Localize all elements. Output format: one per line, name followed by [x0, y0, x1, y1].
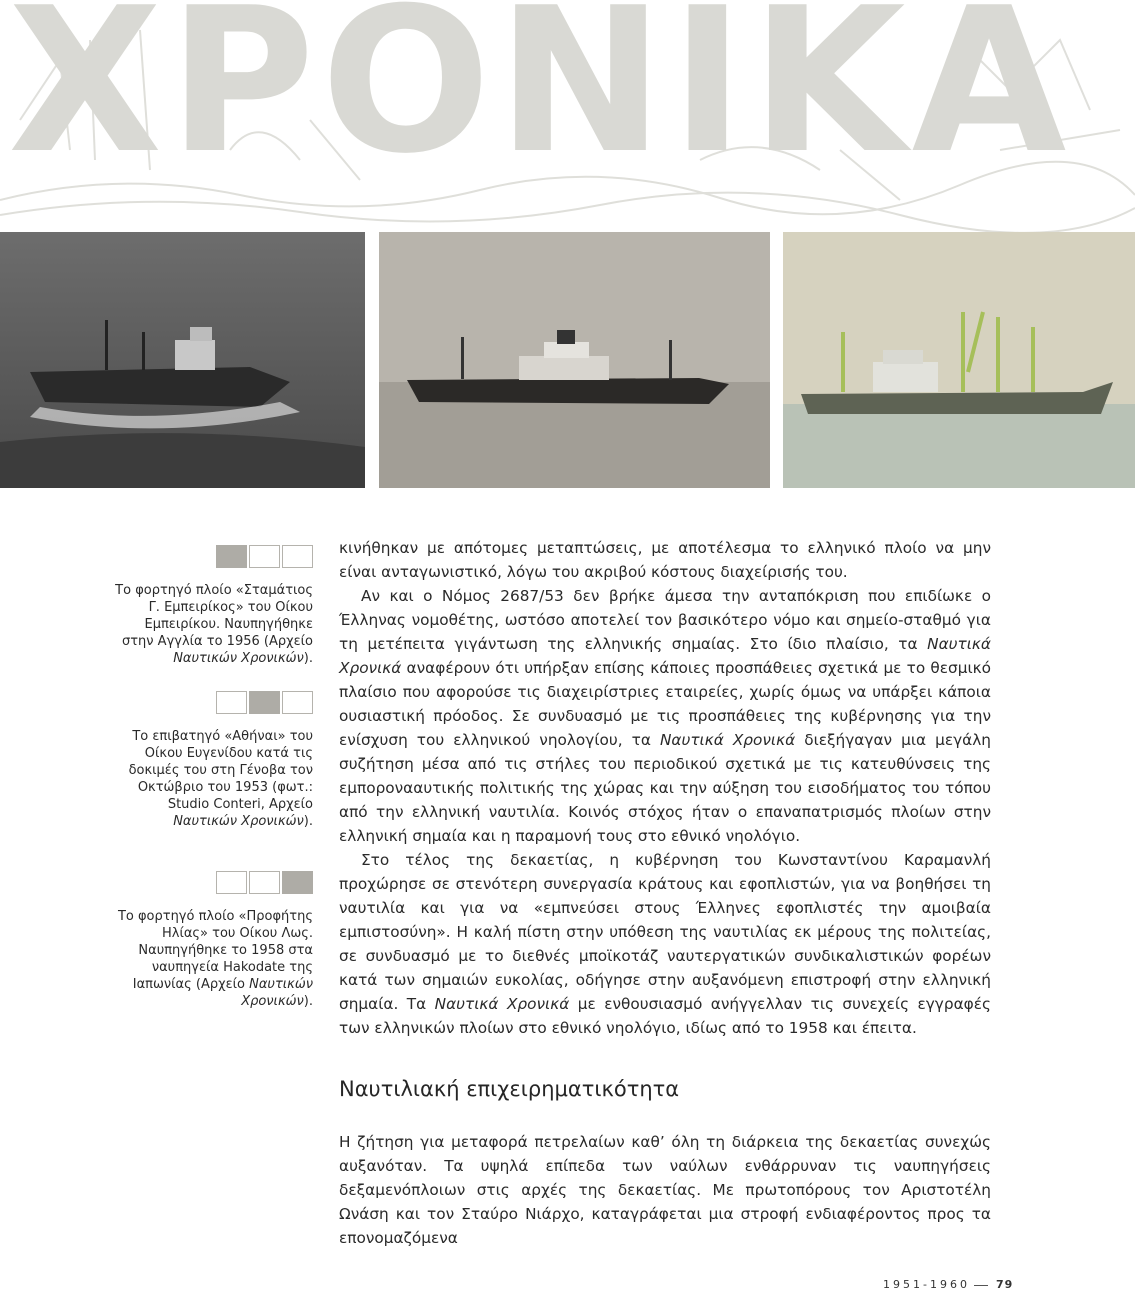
dash-separator: [974, 1285, 988, 1286]
photo-position-key: [113, 691, 313, 714]
caption-3: Το φορτηγό πλοίο «Προφήτης Ηλίας» του Οίκου Λως. Ναυπηγήθηκε το 1958 στα ναυπηγεία Hakodate της Ιαπωνίας (Αρχείο Ναυτικών Χρονικών).: [113, 871, 313, 1010]
page-footer: [883, 1278, 1013, 1291]
caption-1: Το φορτηγό πλοίο «Σταμάτιος Γ. Εμπειρίκος» του Οίκου Εμπειρίκου. Ναυπηγήθηκε στην Αγγλία το 1956 (Αρχείο Ναυτικών Χρονικών).: [113, 545, 313, 667]
photo-ship-profitis-ilias: [783, 232, 1135, 488]
page-number: 79: [995, 1278, 1014, 1291]
period-label: 1951-1960: [883, 1278, 970, 1291]
section-paragraph: Η ζήτηση για μεταφορά πετρελαίων καθ’ όλη τη διάρκεια της δεκαετίας συνεχώς αυξανόταν. Τα υψηλά επίπεδα των ναύλων ενθάρρυναν τις ναυπηγήσεις δεξαμενόπλοιων στις αρχές της δεκαετίας. Με πρωτοπόρους τον Αριστοτέλη Ωνάση και τον Σταύρο Νιάρχο, καταγράφεται μια στροφή ενδιαφέροντος προς τα επονομαζόμενα: [339, 1133, 991, 1247]
paragraph: Αν και ο Νόμος 2687/53 δεν βρήκε άμεσα την ανταπόκριση που επιδίωκε ο Έλληνας νομοθέτης, ωστόσο αποτελεί τον βασικότερο νόμο και σημείο-σταθμό για τη μετέπειτα γιγάντωση της ελληνικής σημαίας. Στο ίδιο πλαίσιο, τα Ναυτικά Χρονικά αναφέρουν ότι υπήρξαν επίσης κάποιες προσπάθειες σχετικά με το θεσμικό πλαίσιο που αφορούσε τις διαχειρίστριες εταιρείες, χωρίς όμως να υπάρξει κάποια ουσιαστική πρόοδος. Σε συνδυασμό με τις προσπάθειες της κυβέρνησης για την ενίσχυση του ελληνικού νηολογίου, τα Ναυτικά Χρονικά διεξήγαγαν μια μεγάλη συζήτηση μέσα από τις στήλες του περιοδικού σχετικά με τις κατευθύνσεις της εμπορονααυτικής πολιτικής της χώρας και την αύξηση του εισοδήματος του τόπου από την ελληνική ναυτιλία. Κοινός στόχος ήταν ο επαναπατρισμός πλοίων στην ελληνική σημαία και η παραμονή τους στο εθνικό νηολόγιο.: [339, 587, 992, 845]
ship-illustration: [0, 232, 365, 488]
photo-ship-athinai: [379, 232, 770, 488]
ship-illustration: [783, 232, 1135, 488]
body-text: [339, 536, 991, 1040]
photo-position-key: [113, 871, 313, 894]
ship-illustration: [379, 232, 770, 488]
section-title: Ναυτιλιακή επιχειρηματικότητα: [339, 1077, 680, 1101]
photo-position-key: [113, 545, 313, 568]
caption-2: Το επιβατηγό «Αθήναι» του Οίκου Ευγενίδου κατά τις δοκιμές του στη Γένοβα τον Οκτώβριο του 1953 (φωτ.: Studio Conteri, Αρχείο Ναυτικών Χρονικών).: [113, 691, 313, 830]
paragraph: Στο τέλος της δεκαετίας, η κυβέρνηση του Κωνσταντίνου Καραμανλή προχώρησε σε στενότερη συνεργασία κράτους και εφοπλιστών, για να βοηθήσει τη ναυτιλία και για να «εμπνεύσει στους Έλληνες εφοπλιστές την αμοιβαία εμπιστοσύνη». Η καλή πίστη στην υπόθεση της ναυτιλίας εκ μέρους της πολιτείας, σε συνδυασμό με το διεθνές μποϊκοτάζ ναυτεργατικών συνδικαλιστικών φορέων κατά των σημαιών ευκολίας, οδήγησε στην αυξανόμενη επιστροφή στην ελληνική σημαία. Τα Ναυτικά Χρονικά με ενθουσιασμό ανήγγελλαν τις συνεχείς εγγραφές των ελληνικών πλοίων στο εθνικό νηολόγιο, ιδίως από το 1958 και έπειτα.: [339, 851, 991, 1037]
masthead-title: ΧΡΟΝΙΚΑ: [8, 0, 1073, 198]
photo-ship-stamatios: [0, 232, 365, 488]
masthead: [0, 0, 1135, 232]
paragraph: κινήθηκαν με απότομες μεταπτώσεις, με αποτέλεσμα το ελληνικό πλοίο να μην είναι ανταγωνιστικό, λόγω του ακριβού κόστους διαχείρισής του.: [339, 539, 991, 581]
